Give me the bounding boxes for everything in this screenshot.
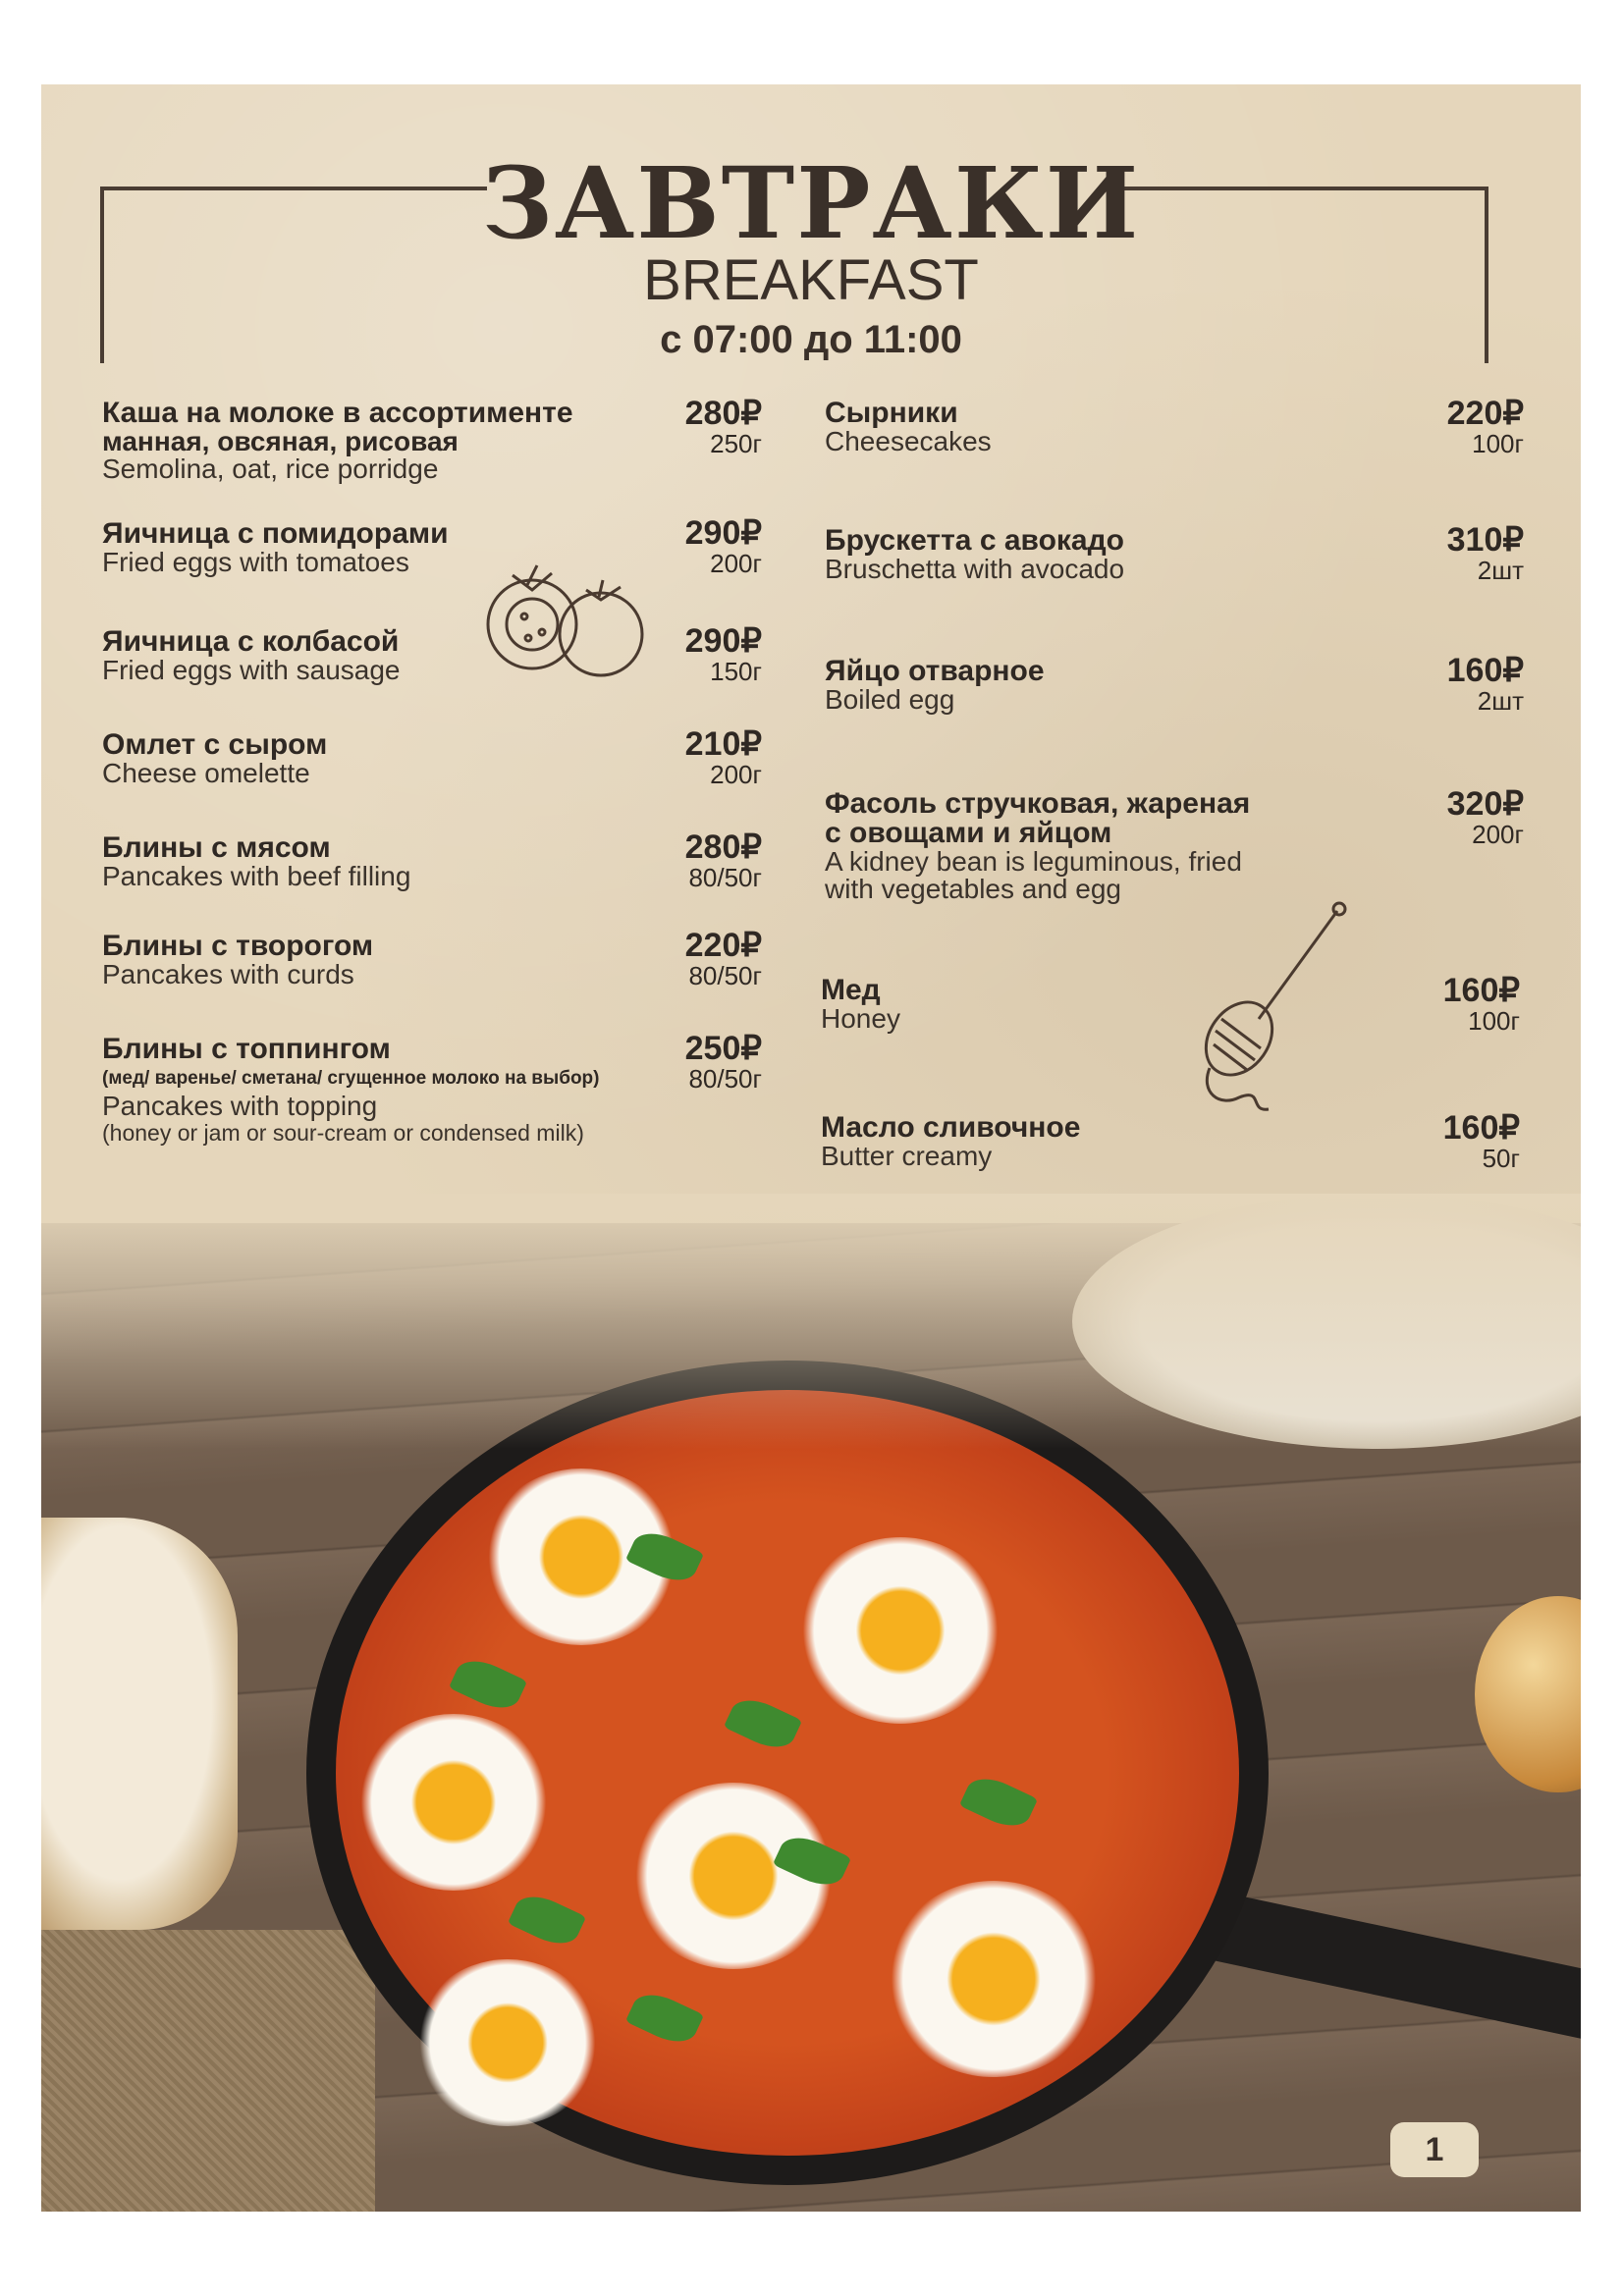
egg [355,1714,552,1891]
item-weight: 200г [710,549,762,578]
item-name-en: Fried eggs with tomatoes [102,547,409,577]
item-price-block [624,727,762,788]
shakshuka-dish [336,1390,1239,2156]
item-name: Блины с топпингом [102,1033,391,1065]
item-price-block [1386,523,1524,584]
item-weight: 250г [710,429,762,458]
item-name: Блины с мясом [102,831,331,864]
menu-item [825,789,1250,903]
item-name: Яйцо отварное [825,655,1045,687]
item-name: Мед [821,974,881,1006]
item-price: 280₽ [684,395,762,432]
item-name: Фасоль стручковая, жареная [825,787,1251,820]
herb [508,1888,586,1952]
menu-item [102,833,410,890]
item-note-en: (honey or jam or sour-cream or condensed milk) [102,1120,584,1146]
item-price-block [624,397,762,457]
tomato-sketch-icon [473,546,670,683]
item-weight: 200г [710,760,762,789]
item-weight: 100г [1468,1006,1520,1036]
item-price: 290₽ [684,514,762,552]
item-weight: 200г [1472,820,1524,849]
item-name-en: Cheesecakes [825,426,992,456]
item-price-block [1386,654,1524,715]
item-name: Каша на молоке в ассортименте [102,397,573,429]
item-name-en: Butter creamy [821,1141,993,1171]
item-name-en: Pancakes with topping [102,1091,378,1121]
item-name: Яичница с колбасой [102,625,400,658]
item-price-block [624,830,762,891]
item-weight: 2шт [1477,686,1524,716]
item-weight: 100г [1472,429,1524,458]
item-variants: манная, овсяная, рисовая [102,426,459,456]
item-name: Масло сливочное [821,1111,1081,1144]
item-price: 160₽ [1446,652,1524,689]
honey-dipper-sketch-icon [1170,901,1367,1117]
item-name-en: Semolina, oat, rice porridge [102,454,439,484]
menu-item [102,627,401,684]
item-weight: 50г [1482,1144,1520,1173]
item-price: 220₽ [1446,395,1524,432]
menu-item [821,976,900,1033]
item-weight: 80/50г [688,961,762,990]
page-title: ЗАВТРАКИ [481,145,1141,261]
herb [959,1770,1038,1835]
item-price: 250₽ [684,1030,762,1067]
page-number: 1 [1390,2122,1479,2177]
item-price-block [1386,787,1524,848]
item-name-en: Boiled egg [825,684,955,715]
item-variants: (мед/ варенье/ сметана/ сгущенное молоко на выбор) [102,1068,600,1089]
serving-hours: с 07:00 до 11:00 [660,318,962,361]
item-name: Яичница с помидорами [102,517,449,550]
page-subtitle: BREAKFAST [643,248,979,312]
burlap-photo [41,1930,375,2212]
item-price: 280₽ [684,828,762,866]
menu-item [102,1035,691,1146]
item-name: Брускетта с авокадо [825,524,1124,557]
item-name-en-line2: with vegetables and egg [825,874,1121,904]
item-price: 160₽ [1442,1109,1520,1147]
item-name-en: Pancakes with beef filling [102,861,411,891]
herb [724,1691,802,1756]
item-name-en: Bruschetta with avocado [825,554,1125,584]
egg [886,1881,1102,2077]
item-price-block [624,1032,762,1093]
item-price: 220₽ [684,927,762,964]
item-price-block [624,929,762,989]
item-weight: 2шт [1477,556,1524,585]
item-name-en: Honey [821,1003,900,1034]
item-price: 290₽ [684,622,762,660]
item-name: Блины с творогом [102,930,374,962]
menu-item [821,1113,1080,1170]
egg [797,1537,1003,1724]
menu-item [825,526,1124,583]
menu-item [825,399,992,455]
item-price: 210₽ [684,725,762,763]
menu-item [102,519,449,576]
menu-item [102,730,327,787]
menu-item [102,932,373,988]
item-name-en: Fried eggs with sausage [102,655,401,685]
item-name-line2: с овощами и яйцом [825,817,1112,849]
item-price: 160₽ [1442,972,1520,1009]
item-weight: 80/50г [688,863,762,892]
item-name: Омлет с сыром [102,728,328,761]
item-name-en: Cheese omelette [102,758,310,788]
bread-photo [41,1518,238,1930]
item-weight: 150г [710,657,762,686]
item-name-en: Pancakes with curds [102,959,354,989]
herb [625,1986,704,2051]
item-price-block [1386,397,1524,457]
photo-fade [41,1194,1581,1449]
egg [414,1959,601,2126]
herb [449,1652,527,1717]
menu-page [41,84,1581,2212]
item-price-block [1382,1111,1520,1172]
menu-item [102,399,573,483]
item-price: 320₽ [1446,785,1524,823]
item-price-block [1382,974,1520,1035]
item-price: 310₽ [1446,521,1524,559]
item-name: Сырники [825,397,958,429]
item-weight: 80/50г [688,1064,762,1094]
menu-item [825,657,1045,714]
item-name-en: A kidney bean is leguminous, fried [825,846,1242,877]
